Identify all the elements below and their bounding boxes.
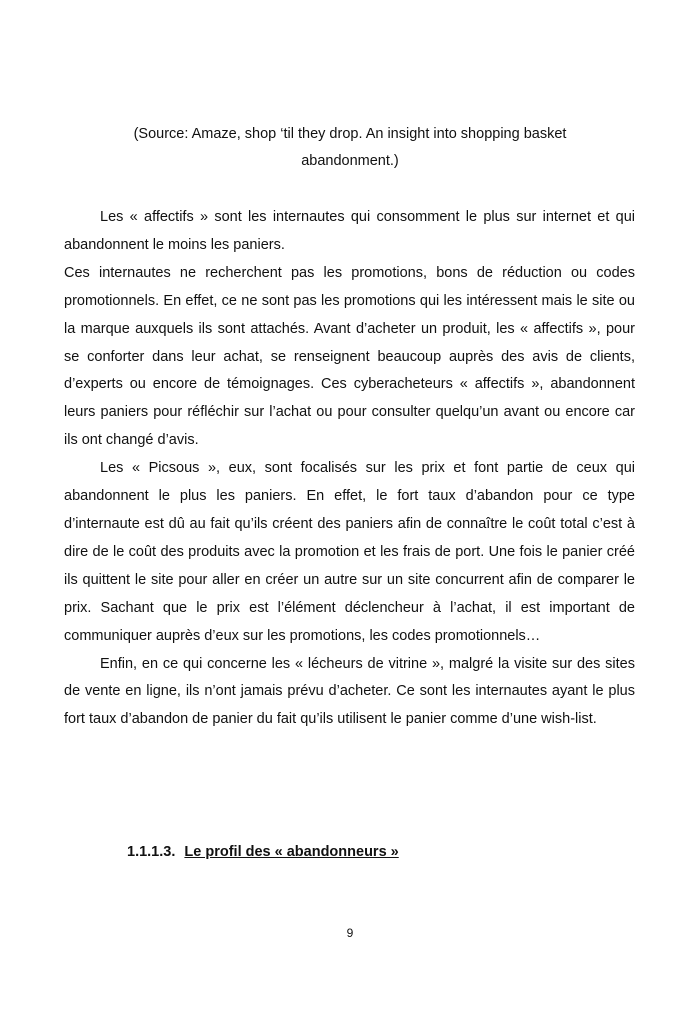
section-title: Le profil des « abandonneurs » — [184, 844, 399, 860]
paragraph-affectifs: Les « affectifs » sont les internautes qui consomment le plus sur internet et qui abandonnent le moins les paniers. — [64, 209, 635, 253]
paragraph-picsous: Les « Picsous », eux, sont focalisés sur les prix et font partie de ceux qui abandonnent le plus les paniers. En effet, le fort taux d’abandon pour ce type d’internaute est dû au fait qu’ils créent des paniers afin de connaître le coût total c’est à dire de le coût des produits avec la promotion et les frais de port. Une fois le panier créé ils quittent le site pour aller en créer un autre sur un site concurrent afin de comparer le prix. Sachant que le prix est l’élément déclencheur à l’achat, il est important de communiquer auprès d’eux sur les promotions, les codes promotionnels… — [64, 460, 635, 644]
page-number: 9 — [346, 926, 354, 940]
section-number: 1.1.1.3. — [127, 844, 176, 860]
paragraph-affectifs-detail: Ces internautes ne recherchent pas les promotions, bons de réduction ou codes promotionnels. En effet, ce ne sont pas les promotions qui les intéressent mais le site ou la marque auxquels ils sont attachés. Avant d’acheter un produit, les « affectifs », pour se conforter dans leur achat, se renseignent beaucoup auprès des avis de clients, d’experts ou encore de témoignages. Ces cyberacheteurs « affectifs », abandonnent leurs paniers pour réfléchir sur l’achat ou pour consulter quelqu’un avant ou encore car ils ont changé d’avis. — [64, 264, 635, 449]
paragraph-lecheurs-de-vitrine: Enfin, en ce qui concerne les « lécheurs de vitrine », malgré la visite sur des sites de vente en ligne, ils n’ont jamais prévu d’acheter. Ce sont les internautes ayant le plus fort taux d’abandon de panier du fait qu’ils utilisent le panier comme d’une wish-list. — [64, 655, 635, 728]
source-caption: (Source: Amaze, shop ‘til they drop. An insight into shopping basket abandonment.) — [133, 126, 567, 169]
section-heading — [127, 844, 399, 860]
body-text — [64, 204, 635, 734]
